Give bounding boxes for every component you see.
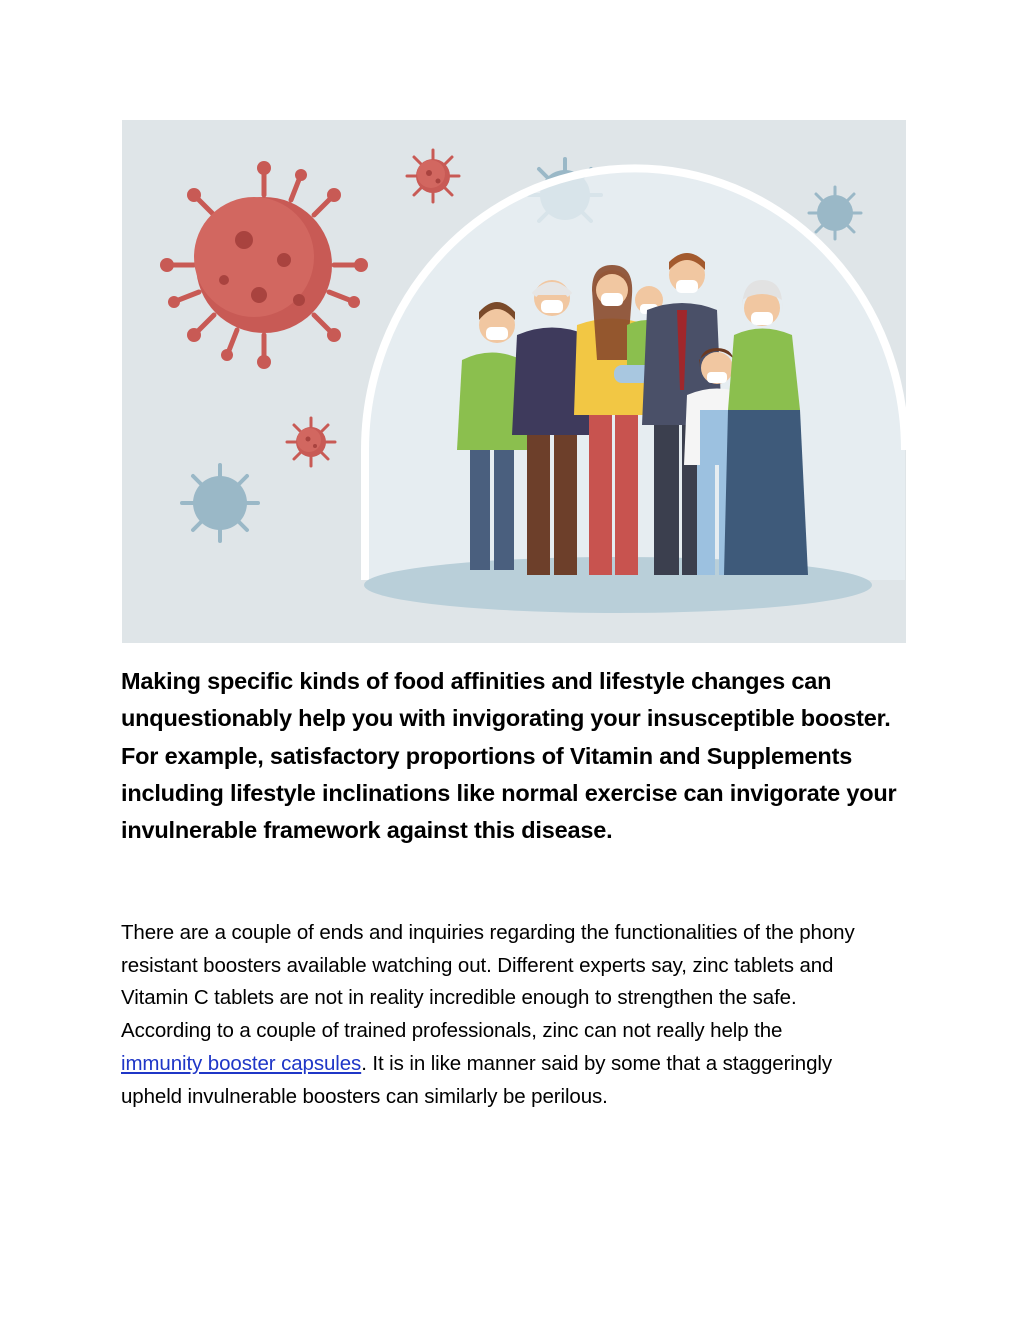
article-heading bbox=[121, 663, 921, 849]
paragraph-line-3: Vitamin C tablets are not in reality incredible enough to strengthen the safe. bbox=[121, 986, 797, 1010]
paragraph-line-4: According to a couple of trained professionals, zinc can not really help the bbox=[121, 1019, 783, 1043]
blue-virus-icon-left bbox=[182, 465, 258, 541]
heading-line-2: unquestionably help you with invigorating your insusceptible booster. bbox=[121, 705, 891, 732]
large-red-virus-icon bbox=[160, 161, 368, 369]
paragraph-line-6: upheld invulnerable boosters can similarly be perilous. bbox=[121, 1084, 608, 1108]
heading-line-5: invulnerable framework against this disease. bbox=[121, 817, 613, 844]
paragraph-line-2: resistant boosters available watching out. Different experts say, zinc tablets and bbox=[121, 953, 834, 977]
family-protection-illustration bbox=[122, 120, 906, 643]
immunity-booster-capsules-link[interactable]: immunity booster capsules bbox=[121, 1051, 362, 1075]
article-paragraph bbox=[121, 917, 921, 1113]
heading-line-3: For example, satisfactory proportions of Vitamin and Supplements bbox=[121, 742, 853, 769]
heading-line-4: including lifestyle inclinations like normal exercise can invigorate your bbox=[121, 779, 897, 806]
paragraph-line-1: There are a couple of ends and inquiries regarding the functionalities of the phony bbox=[121, 921, 855, 944]
heading-line-1: Making specific kinds of food affinities and lifestyle changes can bbox=[121, 668, 832, 694]
blue-virus-icon-right bbox=[809, 187, 861, 239]
paragraph-line-5-rest: . It is in like manner said by some that a staggeringly bbox=[361, 1051, 832, 1075]
small-red-virus-icon bbox=[407, 150, 459, 202]
small-red-virus-icon-lower bbox=[287, 418, 335, 466]
